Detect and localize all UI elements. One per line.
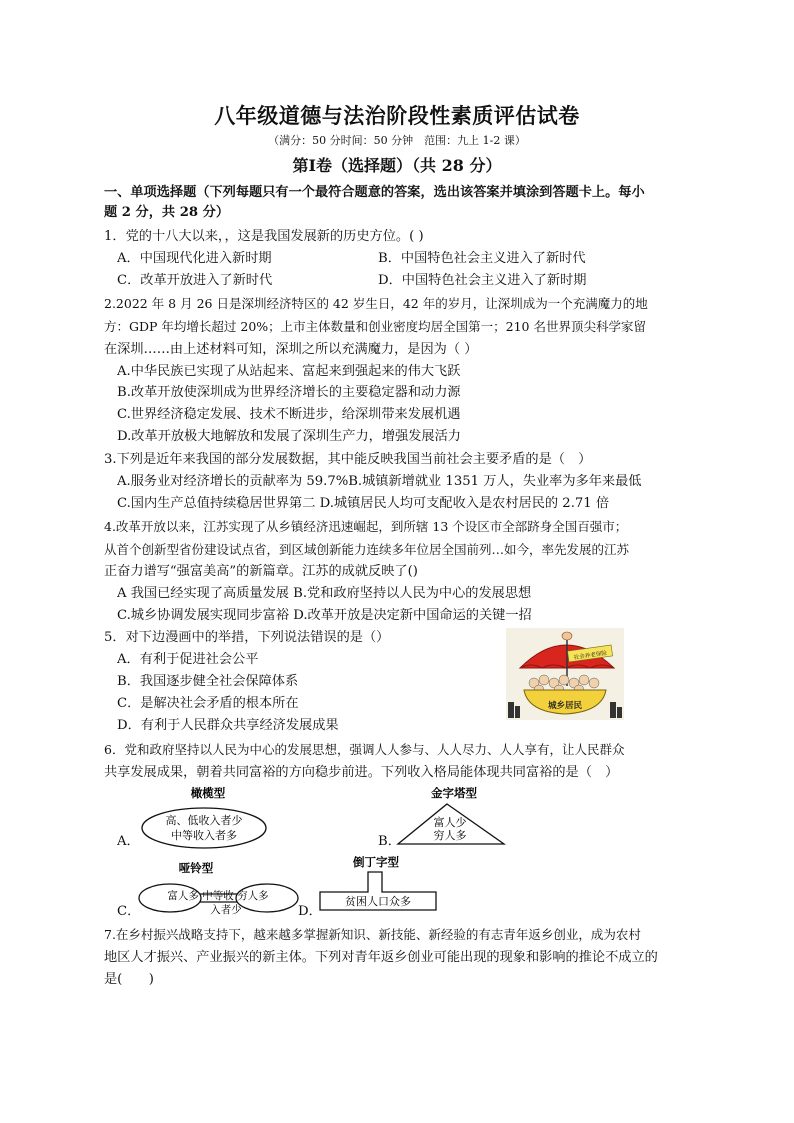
q2-option-c: C.世界经济稳定发展、技术不断进步，给深圳带来发展机遇 (117, 407, 461, 422)
inverted-t-title: 倒丁字型 (353, 855, 399, 869)
q1-option-c: C．改革开放进入了新时代 (117, 273, 273, 288)
q4-options-ab: A 我国已经实现了高质量发展 B.党和政府坚持以人民为中心的发展思想 (117, 586, 532, 601)
q2-option-a: A.中华民族已实现了从站起来、富起来到强起来的伟大飞跃 (117, 364, 461, 379)
q2-line-1: 2.2022 年 8 月 26 日是深圳经济特区的 42 岁生日，42 年的岁月，让深圳成为一个充满魔力的地 (104, 296, 648, 311)
q2-line-3: 在深圳……由上述材料可知，深圳之所以充满魔力，是因为（ ） (104, 342, 478, 357)
q7-line-1: 7.在乡村振兴战略支持下，越来越多掌握新知识、新技能、新经验的有志青年返乡创业，成为农村 (104, 927, 641, 942)
q5-option-b: B．我国逐步健全社会保障体系 (117, 674, 299, 689)
q5-cartoon (506, 628, 624, 720)
instructions-line-2: 题 2 分，共 28 分） (104, 205, 230, 220)
bowl-label: 城乡居民 (547, 701, 583, 711)
dumbbell-text-1: 富人多 中等收 穷人多 (167, 890, 269, 902)
q2-line-2: 方：GDP 年均增长超过 20%；上市主体数量和创业密度均居全国第一；210 名世界顶尖科学家留 (104, 319, 646, 334)
q6-option-d-label: D． (298, 904, 322, 919)
q2-option-b: B.改革开放使深圳成为世界经济增长的主要稳定器和动力源 (117, 385, 461, 400)
exam-subtitle: （满分：50 分时间：50 分钟 范围：九上 1-2 课） (268, 134, 526, 147)
q4-options-cd: C.城乡协调发展实现同步富裕 D.改革开放是决定新中国命运的关键一招 (117, 608, 532, 623)
q5-option-c: C．是解决社会矛盾的根本所在 (117, 696, 299, 711)
q7-line-2: 地区人才振兴、产业振兴的新主体。下列对青年返乡创业可能出现的现象和影响的推论不成立的 (104, 950, 658, 965)
page-title: 八年级道德与法治阶段性素质评估试卷 (214, 103, 580, 128)
q2-option-d: D.改革开放极大地解放和发展了深圳生产力，增强发展活力 (117, 429, 461, 444)
q6-option-a-label: A． (117, 834, 140, 849)
q4-line-2: 从首个创新型省份建设试点省，到区域创新能力连续多年位居全国前列…如今，率先发展的江苏 (104, 542, 630, 557)
q6-option-c-label: C． (117, 904, 141, 919)
dumbbell-text-2: 入者少 (210, 904, 242, 916)
pyramid-title: 金字塔型 (431, 786, 477, 800)
inverted-t-shape-diagram (316, 852, 444, 916)
q4-line-3: 正奋力谱写“强富美高”的新篇章。江苏的成就反映了() (104, 564, 418, 579)
q1-option-d: D．中国特色社会主义进入了新时期 (378, 273, 587, 288)
pyramid-text-2: 穷人多 (433, 829, 467, 842)
q3-options-cd: C.国内生产总值持续稳居世界第二 D.城镇居民人均可支配收入是农村居民的 2.71 倍 (117, 496, 610, 511)
q1-option-b: B．中国特色社会主义进入了新时代 (378, 251, 586, 266)
q5-option-d: D．有利于人民群众共享经济发展成果 (117, 718, 339, 733)
pyramid-text-1: 富人少 (433, 816, 467, 829)
dumbbell-title: 哑铃型 (178, 861, 214, 875)
q5-option-a: A．有利于促进社会公平 (117, 652, 259, 667)
olive-shape-diagram (134, 784, 274, 850)
dumbbell-shape-diagram (134, 856, 306, 920)
q5-stem: 5．对下边漫画中的举措，下列说法错误的是（） (104, 630, 390, 645)
q7-line-3: 是( ) (104, 972, 154, 987)
umbrella-sign-text: 社会养老保险 (573, 650, 608, 662)
olive-text-1: 高、低收入者少 (165, 814, 243, 827)
inverted-t-text: 贫困人口众多 (345, 895, 411, 908)
q6-line-2: 共享发展成果，朝着共同富裕的方向稳步前进。下列收入格局能体现共同富裕的是（ ） (104, 765, 619, 780)
q4-line-1: 4.改革开放以来，江苏实现了从乡镇经济迅速崛起，到所辖 13 个设区市全部跻身全国百强市； (104, 519, 628, 534)
q1-option-a: A．中国现代化进入新时期 (117, 251, 272, 266)
olive-title: 橄榄型 (190, 786, 226, 800)
instructions-line-1: 一、单项选择题（下列每题只有一个最符合题意的答案，选出该答案并填涂到答题卡上。每小 (104, 185, 645, 200)
q3-options-ab: A.服务业对经济增长的贡献率为 59.7%B.城镇新增就业 1351 万人，失业率为多年来最低 (117, 474, 642, 489)
q6-line-1: 6．党和政府坚持以人民为中心的发展思想，强调人人参与、人人尽力、人人享有，让人民群众 (104, 742, 625, 757)
q3-stem: 3.下列是近年来我国的部分发展数据，其中能反映我国当前社会主要矛盾的是（ ） (104, 452, 592, 467)
q6-option-b-label: B． (378, 834, 401, 849)
hand-icon (562, 632, 572, 640)
section-heading: 第Ⅰ卷（选择题）（共 28 分） (292, 156, 502, 175)
q1-stem: 1．党的十八大以来，，这是我国发展新的历史方位。( ) (104, 229, 424, 244)
pyramid-shape-diagram (392, 784, 512, 848)
olive-text-2: 中等收入者多 (171, 829, 237, 842)
